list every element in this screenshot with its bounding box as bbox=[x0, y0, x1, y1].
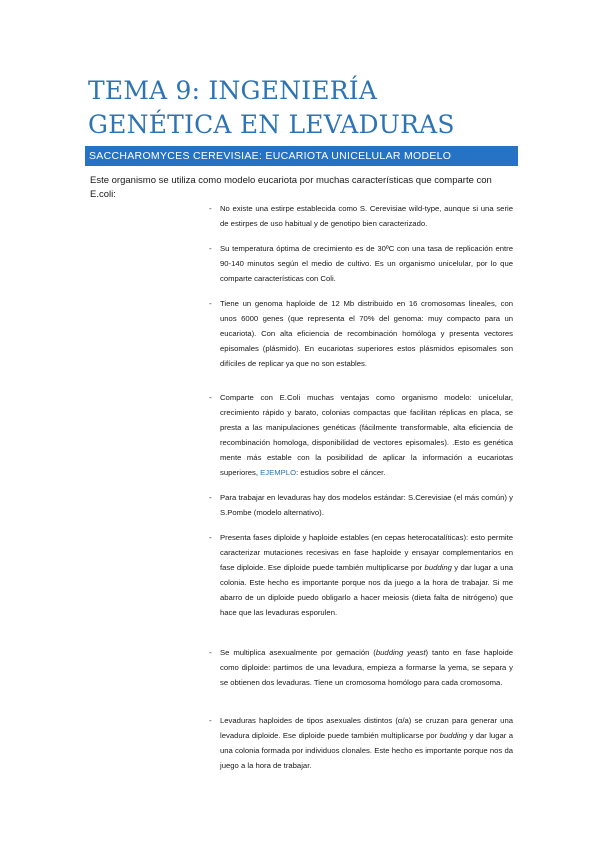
list-item bbox=[220, 645, 513, 690]
bullet-marker: - bbox=[209, 244, 212, 253]
list-item-text: Comparte con E.Coli muchas ventajas como organismo modelo: unicelular, crecimiento rápido y barato, colonias compactas que facilitan réplicas en placa, se presta a las manipulaciones genéticas (fácilmente transformable, alta eficiencia de recombinación homologa, disponibilidad de vectores episomales). .Esto es genética mente más estable con la posibilidad de aplicar la información a eucariotas superiores, bbox=[220, 393, 513, 477]
intro-paragraph: Este organismo se utiliza como modelo eucariota por muchas características que comparte con E.coli: bbox=[90, 175, 492, 200]
list-item bbox=[220, 530, 513, 620]
page-title: TEMA 9: INGENIERÍA GENÉTICA EN LEVADURAS bbox=[88, 76, 455, 139]
section-heading: SACCHAROMYCES CEREVISIAE: EUCARIOTA UNICELULAR MODELO bbox=[85, 146, 518, 166]
example-highlight: EJEMPLO bbox=[260, 468, 297, 477]
list-item-text: Se multiplica asexualmente por gemación ( bbox=[220, 648, 376, 657]
list-item: Para trabajar en levaduras hay dos modelos estándar: S.Cerevisiae (el más común) y S.Pombe (modelo alternativo). bbox=[220, 493, 513, 517]
list-item-text: Presenta fases diploide y haploide estables (en cepas heterocatalíticas): esto permite caracterizar mutaciones recesivas en fase haploide y ensayar complementarios en fase diploide. Ese diploide puede también multiplicarse por bbox=[220, 533, 513, 572]
list-item-text: Levaduras haploides de tipos asexuales distintos (α/a) se cruzan para generar una levadura diploide. Ese diploide puede también multiplicarse por bbox=[220, 716, 513, 740]
list-item: Tiene un genoma haploide de 12 Mb distribuido en 16 cromosomas lineales, con unos 6000 genes (que representa el 70% del genoma: muy compacto para un eucariota). Con alta eficiencia de recombinación homóloga y presenta vectores episomales (plásmido). En eucariotas superiores estos plásmidos episomales son difíciles de replicar ya que no son estables. bbox=[220, 299, 513, 368]
bullet-marker: - bbox=[209, 648, 212, 657]
italic-term: budding yeast bbox=[375, 648, 426, 657]
list-item: Su temperatura óptima de crecimiento es de 30ºC con una tasa de replicación entre 90-140 minutos según el medio de cultivo. Es un organismo unicelular, por lo que comparte características con Coli. bbox=[220, 244, 513, 283]
list-item bbox=[220, 713, 513, 773]
bullet-marker: - bbox=[209, 716, 212, 725]
list-item-text: y dar lugar a una colonia. Este hecho es importante porque nos da juego a la hora de trabajar. Si me abarro de un diploide puedo obligarlo a hacer meiosis (dieta falta de nitrógeno) que hace que las levaduras esporulen. bbox=[220, 563, 513, 617]
bullet-marker: - bbox=[209, 299, 212, 308]
italic-term: budding bbox=[439, 731, 468, 740]
bullet-marker: - bbox=[209, 493, 212, 502]
list-item: No existe una estirpe establecida como S. Cerevisiae wild-type, aunque si una serie de estirpes de uso habitual y de genotipo bien caracterizado. bbox=[220, 204, 513, 228]
list-item-text: y dar lugar a una colonia formada por individuos clonales. Este hecho es importante porque nos da juego a la hora de trabajar. bbox=[220, 731, 513, 770]
bullet-marker: - bbox=[209, 393, 212, 402]
italic-term: budding bbox=[424, 563, 452, 572]
bullet-marker: - bbox=[209, 533, 212, 542]
list-item-text: ) tanto en fase haploide como diploide: partimos de una levadura, empieza a formarse la yema, se separa y se obtienen dos levaduras. Tiene un cromosoma homólogo para cada cromosoma. bbox=[220, 648, 513, 687]
bullet-marker: - bbox=[209, 204, 212, 213]
list-item bbox=[220, 390, 513, 480]
list-item-text: : estudios sobre el cáncer. bbox=[296, 468, 386, 477]
